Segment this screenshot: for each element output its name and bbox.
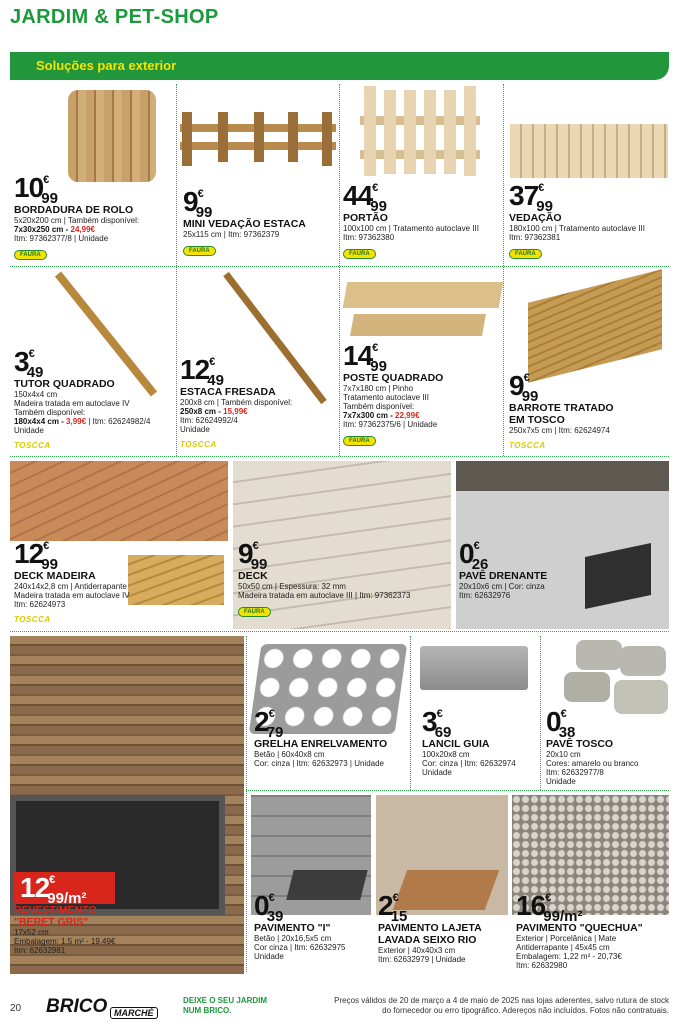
product-spec: Cores: amarelo ou branco [546, 759, 639, 768]
product-spec: Itm: 62632980 [516, 961, 568, 970]
product-spec: Unidade [546, 777, 576, 786]
product-card [343, 340, 443, 447]
product-title: GRELHA ENRELVAMENTO [254, 738, 388, 750]
product-card [422, 706, 516, 777]
product-card [459, 538, 547, 600]
divider [10, 456, 669, 457]
product-spec: Unidade [180, 425, 210, 434]
price: 9€99 [509, 370, 539, 405]
product-title-2: LAVADA SEIXO RIO [378, 934, 477, 946]
product-alt-size: 180x4x4 cm - 3,99€ | Itm: 62624982/4 [14, 417, 151, 426]
divider [410, 636, 411, 790]
price: 37€99 [509, 180, 553, 215]
brand-logo: FAURA [14, 250, 47, 260]
legal-line-2: do fornecedor ou erro tipográfico. Adereços não incluídos. Fotos não contratuais. [382, 1006, 669, 1015]
product-spec: 250x7x5 cm | Itm: 62624974 [509, 426, 610, 435]
product-card [343, 180, 479, 260]
price: 3€49 [14, 346, 44, 381]
product-alt-size: 250x8 cm - 15,99€ [180, 407, 248, 416]
product-alt-size: 7x7x300 cm - 22,99€ [343, 411, 420, 420]
divider [10, 631, 669, 632]
product-spec: Antiderrapante | 45x45 cm [516, 943, 610, 952]
product-spec: Itm: 62624973 [14, 600, 66, 609]
divider [176, 84, 177, 456]
product-title: DECK MADEIRA [14, 570, 96, 582]
brand-logo: FAURA [343, 436, 376, 446]
product-title-2: "BERET GRIS" [14, 916, 89, 928]
product-card [14, 346, 150, 453]
product-spec: Embalagem: 1,5 m² - 19,49€ [14, 937, 116, 946]
price: 12€99/m² [14, 872, 115, 904]
product-title: REVESTIMENTO [14, 904, 97, 916]
product-spec: Madeira tratada em autoclave III | Itm: 97362373 [238, 591, 411, 600]
price: 10€99 [14, 172, 58, 207]
product-spec: Itm: 62624992/4 [180, 416, 238, 425]
product-title: ESTACA FRESADA [180, 386, 276, 398]
product-title: PORTÃO [343, 212, 388, 224]
log-roll-image [68, 90, 156, 182]
product-card [516, 890, 643, 970]
product-spec: 50x50 cm | Espessura: 32 mm [238, 582, 346, 591]
product-title: MINI VEDAÇÃO ESTACA [183, 218, 306, 230]
product-spec: Itm: 62632981 [14, 946, 66, 955]
product-title: BARROTE TRATADO [509, 402, 614, 414]
brand-logo: FAURA [238, 607, 271, 617]
product-spec: 7x7x180 cm | Pinho [343, 384, 414, 393]
product-spec: 25x115 cm | Itm: 97362379 [183, 230, 280, 239]
product-card [14, 172, 139, 261]
product-spec: Madeira tratada em autoclave IV [14, 399, 130, 408]
divider [339, 84, 340, 456]
product-title: PAVIMENTO "QUECHUA" [516, 922, 643, 934]
mini-fence-image [180, 108, 336, 168]
price: 14€99 [343, 340, 387, 375]
product-title: PAVIMENTO "I" [254, 922, 331, 934]
product-title: PAVÊ TOSCO [546, 738, 614, 750]
product-title: DECK [238, 570, 268, 582]
product-title: PAVIMENTO LAJETA [378, 922, 482, 934]
page-number: 20 [10, 1003, 22, 1014]
section-title: Soluções para exterior [36, 58, 177, 73]
rustic-paver-3 [564, 672, 610, 702]
product-card [509, 370, 614, 453]
product-spec: 150x4x4 cm [14, 390, 58, 399]
product-spec: Unidade [14, 426, 44, 435]
product-spec: 5x20x200 cm | Também disponível: [14, 216, 140, 225]
price: 0€26 [459, 538, 489, 573]
price: 9€99 [183, 186, 213, 221]
product-spec: Cor: cinza | Itm: 62632974 [422, 759, 516, 768]
divider [246, 790, 669, 791]
curb-image [420, 646, 528, 690]
product-card [378, 890, 482, 964]
product-title: TUTOR QUADRADO [14, 378, 115, 390]
brand-logo: TOSCCA [14, 441, 51, 450]
price: 12€49 [180, 354, 224, 389]
product-spec: 100x20x8 cm [422, 750, 470, 759]
rustic-paver-1 [576, 640, 622, 670]
product-spec: Itm: 97362375/6 | Unidade [343, 420, 438, 429]
divider [10, 266, 669, 267]
price: 0€39 [254, 890, 284, 925]
product-spec: Itm: 97362377/8 | Unidade [14, 234, 109, 243]
product-card [14, 538, 130, 627]
product-card [238, 538, 410, 618]
fence-panel-image [510, 118, 668, 178]
product-card [180, 354, 292, 452]
product-spec: Embalagem: 1,22 m² - 20,73€ [516, 952, 622, 961]
product-spec: Cor: cinza | Itm: 62632973 | Unidade [254, 759, 385, 768]
product-card [509, 180, 645, 260]
price: 12€99 [14, 538, 58, 573]
deck-wood-image [10, 461, 228, 541]
product-spec: 100x100 cm | Tratamento autoclave III [343, 224, 479, 233]
slogan-line-1: DEIXE O SEU JARDIM [183, 996, 268, 1005]
product-spec: Betão | 60x40x8 cm [254, 750, 325, 759]
product-spec: Exterior | Porcelânica | Mate [516, 934, 617, 943]
divider [540, 636, 541, 790]
product-spec: Unidade [254, 952, 284, 961]
product-spec: Tratamento autoclave III [343, 393, 429, 402]
product-title: PAVÊ DRENANTE [459, 570, 548, 582]
product-spec: Exterior | 40x40x3 cm [378, 946, 456, 955]
product-spec: 180x100 cm | Tratamento autoclave III [509, 224, 645, 233]
product-card [14, 872, 115, 955]
price: 3€69 [422, 706, 452, 741]
product-title: VEDAÇÃO [509, 212, 562, 224]
product-spec: 240x14x2,8 cm | Antiderrapante [14, 582, 127, 591]
product-spec: Unidade [422, 768, 452, 777]
product-spec: Cor cinza | Itm: 62632975 [254, 943, 346, 952]
brand-logo: FAURA [183, 246, 216, 256]
legal-line-1: Preços válidos de 20 de março a 4 de maio de 2025 nas lojas aderentes, salvo rutura de stock [334, 996, 669, 1005]
product-spec: 20x10 cm [546, 750, 581, 759]
product-spec: Itm: 97362380 [343, 233, 395, 242]
product-spec: Itm: 62632979 | Unidade [378, 955, 466, 964]
product-spec: Betão | 20x16,5x5 cm [254, 934, 332, 943]
brand-logo: TOSCCA [14, 615, 51, 624]
brand-logo: FAURA [509, 249, 542, 259]
divider [246, 636, 247, 972]
slogan-line-2: NUM BRICO. [183, 1006, 232, 1015]
post-image-2 [350, 314, 486, 336]
page-title: JARDIM & PET-SHOP [10, 6, 219, 28]
product-title: BORDADURA DE ROLO [14, 204, 134, 216]
product-title: POSTE QUADRADO [343, 372, 444, 384]
product-spec: Também disponível: [14, 408, 86, 417]
product-card [254, 890, 345, 961]
price: 9€99 [238, 538, 268, 573]
product-spec: 200x8 cm | Também disponível: [180, 398, 293, 407]
brand-logo: TOSCCA [509, 441, 546, 450]
brand-logo: BRICO [46, 996, 108, 1017]
gate-image [360, 86, 480, 176]
price: 2€79 [254, 706, 284, 741]
product-spec: Itm: 62632977/8 [546, 768, 604, 777]
product-spec: Também disponível: [343, 402, 415, 411]
product-title: LANCIL GUIA [422, 738, 490, 750]
deck-planks-image [128, 555, 224, 605]
rustic-paver-2 [620, 646, 666, 676]
product-spec: Itm: 62632976 [459, 591, 511, 600]
product-spec: 20x10x6 cm | Cor: cinza [459, 582, 545, 591]
product-card [546, 706, 639, 786]
brand-logo: FAURA [343, 249, 376, 259]
product-card [183, 186, 306, 257]
section-banner [10, 52, 669, 80]
product-spec: 17x52 cm [14, 928, 49, 937]
product-spec: Madeira tratada em autoclave IV [14, 591, 130, 600]
divider [503, 84, 504, 456]
post-image [343, 282, 504, 308]
product-card [254, 706, 387, 768]
beam-image [528, 269, 662, 382]
product-alt-size: 7x30x250 cm - 24,99€ [14, 225, 95, 234]
brand-logo: TOSCCA [180, 440, 217, 449]
brand-logo-sub: MARCHÉ [110, 1007, 158, 1019]
price: 44€99 [343, 180, 387, 215]
price: 2€15 [378, 890, 408, 925]
price: 0€38 [546, 706, 576, 741]
product-title-2: EM TOSCO [509, 414, 565, 426]
price: 16€99/m² [516, 890, 583, 925]
product-spec: Itm: 97362381 [509, 233, 561, 242]
